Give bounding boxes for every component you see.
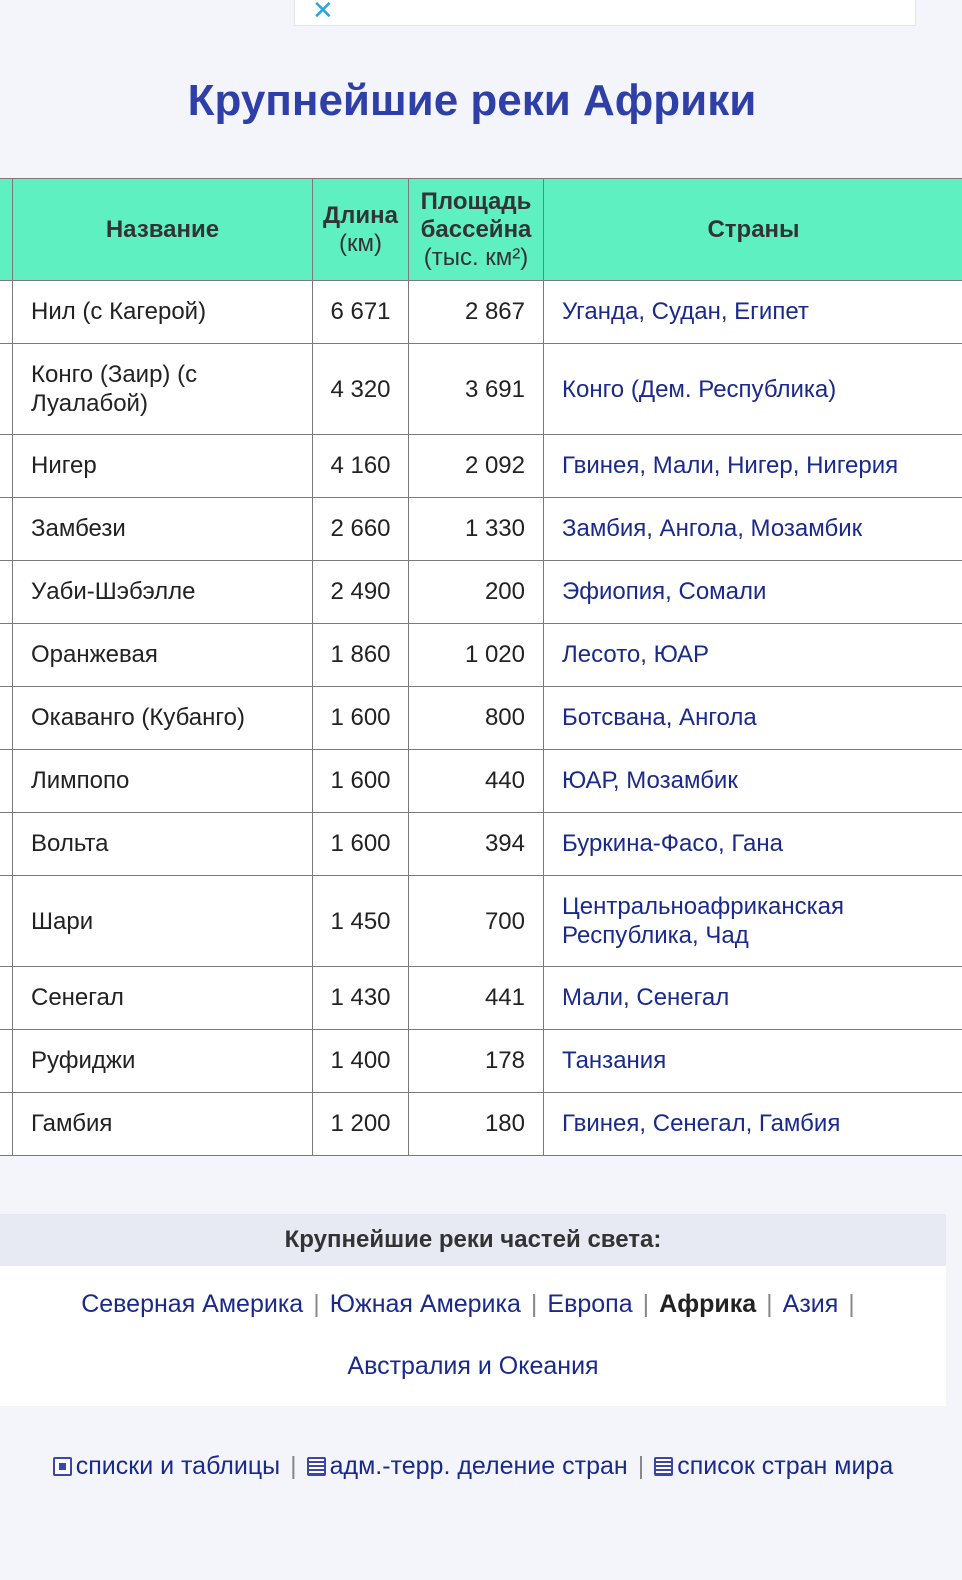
- nav-separator: |: [642, 1290, 650, 1318]
- river-basin-area-cell: 800: [409, 687, 544, 750]
- river-length-cell: 2 490: [313, 561, 409, 624]
- river-name-cell: Гамбия: [13, 1093, 313, 1156]
- river-length-cell: 1 430: [313, 967, 409, 1030]
- table-row: [0, 624, 962, 687]
- river-length-cell: 4 320: [313, 344, 409, 435]
- row-spacer-cell: [0, 344, 13, 435]
- river-basin-area-cell: 180: [409, 1093, 544, 1156]
- river-name-cell: Руфиджи: [13, 1030, 313, 1093]
- footer-separator: |: [290, 1452, 297, 1480]
- river-name-cell: Нил (с Кагерой): [13, 281, 313, 344]
- river-name-cell: Шари: [13, 876, 313, 967]
- row-spacer-cell: [0, 435, 13, 498]
- river-basin-area-cell: 200: [409, 561, 544, 624]
- river-basin-area-cell: 3 691: [409, 344, 544, 435]
- river-basin-area-cell: 2 867: [409, 281, 544, 344]
- river-length-cell: 1 600: [313, 750, 409, 813]
- list-icon: [307, 1457, 326, 1476]
- row-spacer-cell: [0, 750, 13, 813]
- table-row: [0, 750, 962, 813]
- header-length: [313, 179, 409, 281]
- river-countries-link[interactable]: Конго (Дем. Республика): [544, 344, 962, 435]
- footer-link-admin-division[interactable]: адм.-терр. деление стран: [329, 1452, 628, 1480]
- river-length-cell: 1 450: [313, 876, 409, 967]
- river-countries-link[interactable]: Ботсвана, Ангола: [544, 687, 962, 750]
- nav-separator: |: [530, 1290, 538, 1318]
- river-countries-link[interactable]: Эфиопия, Сомали: [544, 561, 962, 624]
- table-row: [0, 967, 962, 1030]
- river-countries-link[interactable]: Замбия, Ангола, Мозамбик: [544, 498, 962, 561]
- row-spacer-cell: [0, 967, 13, 1030]
- nav-link-europe[interactable]: Европа: [547, 1290, 633, 1318]
- table-row: [0, 1093, 962, 1156]
- row-spacer-cell: [0, 561, 13, 624]
- row-spacer-cell: [0, 876, 13, 967]
- nav-row: [0, 1290, 946, 1319]
- river-basin-area-cell: 1 020: [409, 624, 544, 687]
- table-row: [0, 281, 962, 344]
- ad-banner-strip: [294, 0, 916, 26]
- footer-links: [0, 1452, 946, 1481]
- header-length-label: Длина: [323, 201, 398, 229]
- header-area-line1: Площадь: [420, 187, 532, 215]
- footer-link-country-list[interactable]: список стран мира: [677, 1452, 894, 1480]
- river-length-cell: 1 200: [313, 1093, 409, 1156]
- nav-separator: |: [766, 1290, 773, 1318]
- river-countries-link[interactable]: Уганда, Судан, Египет: [544, 281, 962, 344]
- page-title: Крупнейшие реки Африки: [187, 76, 757, 125]
- close-icon[interactable]: ✕: [312, 0, 334, 26]
- river-name-cell: Лимпопо: [13, 750, 313, 813]
- footer-separator: |: [637, 1452, 645, 1480]
- nav-link-asia[interactable]: Азия: [782, 1290, 839, 1318]
- row-spacer-cell: [0, 498, 13, 561]
- row-spacer-cell: [0, 687, 13, 750]
- row-spacer-cell: [0, 813, 13, 876]
- river-basin-area-cell: 2 092: [409, 435, 544, 498]
- river-countries-link[interactable]: Лесото, ЮАР: [544, 624, 962, 687]
- list-icon: [654, 1457, 673, 1476]
- river-name-cell: Замбези: [13, 498, 313, 561]
- river-name-cell: Сенегал: [13, 967, 313, 1030]
- table-header-row: [0, 179, 962, 281]
- river-length-cell: 4 160: [313, 435, 409, 498]
- river-countries-link[interactable]: Гвинея, Сенегал, Гамбия: [544, 1093, 962, 1156]
- river-length-cell: 1 600: [313, 813, 409, 876]
- header-area-unit: (тыс. км²): [423, 243, 529, 271]
- river-countries-link[interactable]: Центральноафриканская Республика, Чад: [544, 876, 962, 967]
- river-name-cell: Нигер: [13, 435, 313, 498]
- river-length-cell: 2 660: [313, 498, 409, 561]
- rivers-table: [0, 178, 962, 1156]
- row-spacer-cell: [0, 1093, 13, 1156]
- river-basin-area-cell: 394: [409, 813, 544, 876]
- river-basin-area-cell: 178: [409, 1030, 544, 1093]
- river-length-cell: 1 400: [313, 1030, 409, 1093]
- river-name-cell: Уаби-Шэбэлле: [13, 561, 313, 624]
- river-name-cell: Оранжевая: [13, 624, 313, 687]
- nav-link-north-america[interactable]: Северная Америка: [81, 1290, 304, 1318]
- table-row: [0, 876, 962, 967]
- header-spacer: [0, 179, 13, 281]
- river-length-cell: 6 671: [313, 281, 409, 344]
- table-row: [0, 687, 962, 750]
- river-countries-link[interactable]: ЮАР, Мозамбик: [544, 750, 962, 813]
- river-countries-link[interactable]: Гвинея, Мали, Нигер, Нигерия: [544, 435, 962, 498]
- header-area: [409, 179, 544, 281]
- river-basin-area-cell: 441: [409, 967, 544, 1030]
- river-basin-area-cell: 440: [409, 750, 544, 813]
- row-spacer-cell: [0, 624, 13, 687]
- nav-separator: |: [313, 1290, 320, 1318]
- header-countries: Страны: [544, 179, 962, 281]
- nav-header: Крупнейшие реки частей света:: [0, 1214, 946, 1266]
- nav-current-africa: Африка: [659, 1290, 757, 1318]
- continents-nav: [0, 1266, 946, 1406]
- river-countries-link[interactable]: Мали, Сенегал: [544, 967, 962, 1030]
- river-basin-area-cell: 1 330: [409, 498, 544, 561]
- nav-row: [0, 1352, 946, 1381]
- river-length-cell: 1 600: [313, 687, 409, 750]
- nav-separator: |: [848, 1290, 855, 1318]
- table-row: [0, 1030, 962, 1093]
- table-row: [0, 344, 962, 435]
- river-name-cell: Окаванго (Кубанго): [13, 687, 313, 750]
- row-spacer-cell: [0, 1030, 13, 1093]
- header-length-unit: (км): [339, 229, 382, 257]
- table-row: [0, 498, 962, 561]
- river-countries-link[interactable]: Танзания: [544, 1030, 962, 1093]
- river-name-cell: Конго (Заир) (с Луалабой): [13, 344, 313, 435]
- river-name-cell: Вольта: [13, 813, 313, 876]
- river-length-cell: 1 860: [313, 624, 409, 687]
- river-basin-area-cell: 700: [409, 876, 544, 967]
- table-row: [0, 813, 962, 876]
- table-row: [0, 435, 962, 498]
- nav-link-australia-oceania[interactable]: Австралия и Океания: [347, 1352, 599, 1380]
- nav-link-south-america[interactable]: Южная Америка: [329, 1290, 521, 1318]
- header-area-line2: бассейна: [420, 215, 532, 243]
- target-box-icon: [53, 1457, 72, 1476]
- footer-link-lists-tables[interactable]: списки и таблицы: [75, 1452, 281, 1480]
- table-row: [0, 561, 962, 624]
- river-countries-link[interactable]: Буркина-Фасо, Гана: [544, 813, 962, 876]
- header-name: Название: [13, 179, 313, 281]
- row-spacer-cell: [0, 281, 13, 344]
